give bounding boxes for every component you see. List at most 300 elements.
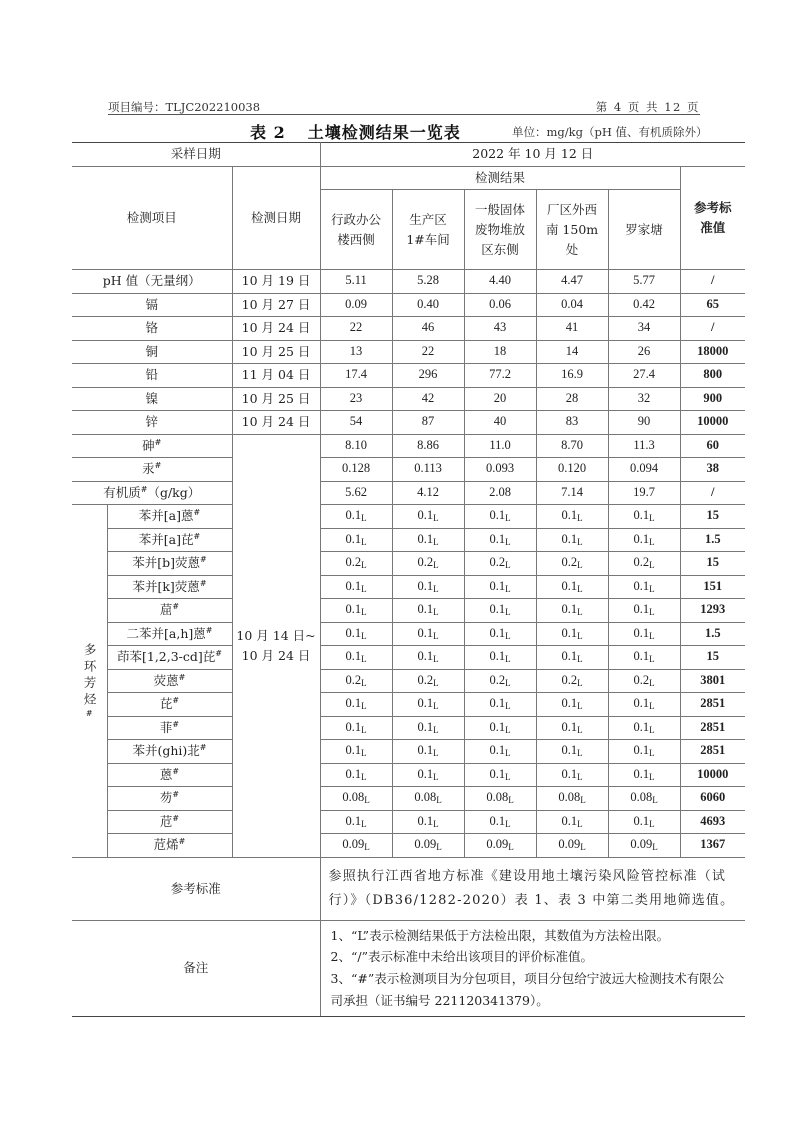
result-cell (608, 716, 680, 740)
page-indicator: 第 4 页 共 12 页 (595, 100, 700, 114)
result-cell (320, 387, 392, 411)
below-detection-mark: L (433, 701, 439, 712)
item-name: 苯并[k]荧蒽 (132, 578, 200, 594)
below-detection-mark: L (505, 748, 511, 759)
result-value: 0.06 (489, 296, 511, 311)
result-value: 27.4 (633, 367, 655, 382)
result-cell (608, 340, 680, 364)
item-name: 镉 (145, 296, 158, 312)
table-row-pah (72, 693, 745, 717)
subcontract-mark: # (154, 437, 162, 447)
result-cell (608, 669, 680, 693)
below-detection-mark: L (649, 583, 655, 594)
below-detection-mark: L (433, 677, 439, 688)
merged-date-line: 10 月 14 日~ (236, 627, 316, 643)
below-detection-mark: L (649, 630, 655, 641)
standard-value: 2851 (680, 693, 745, 717)
result-cell (536, 646, 608, 670)
below-detection-mark: L (433, 560, 439, 571)
table-row-pah (72, 740, 745, 764)
merged-test-date (232, 434, 320, 857)
result-value: 0.09 (630, 837, 653, 852)
table-row (72, 364, 745, 388)
result-value: 0.1 (561, 719, 578, 734)
result-value: 41 (565, 320, 579, 335)
result-cell (536, 575, 608, 599)
result-cell (392, 599, 464, 623)
below-detection-mark: L (649, 560, 655, 571)
standard-value: 38 (680, 458, 745, 482)
below-detection-mark: L (505, 607, 511, 618)
result-cell (392, 622, 464, 646)
item-cell (72, 387, 232, 411)
result-cell (608, 787, 680, 811)
below-detection-mark: L (361, 560, 367, 571)
result-cell (608, 552, 680, 576)
below-detection-mark: L (577, 607, 583, 618)
result-value: 0.1 (345, 813, 362, 828)
below-detection-mark: L (577, 513, 583, 524)
standard-value: 15 (680, 646, 745, 670)
result-cell (536, 458, 608, 482)
result-value: 14 (565, 343, 579, 358)
result-value: 0.09 (342, 837, 365, 852)
item-cell (72, 270, 232, 294)
result-value: 0.1 (633, 719, 650, 734)
below-detection-mark: L (505, 560, 511, 571)
result-cell (464, 693, 536, 717)
below-detection-mark: L (505, 818, 511, 829)
item-cell (107, 646, 232, 670)
below-detection-mark: L (433, 724, 439, 735)
result-cell (320, 622, 392, 646)
result-value: 0.1 (345, 602, 362, 617)
result-cell (464, 364, 536, 388)
result-cell (392, 387, 464, 411)
result-cell (392, 481, 464, 505)
table-row-pah (72, 669, 745, 693)
below-detection-mark: L (649, 677, 655, 688)
result-cell (320, 481, 392, 505)
table-row (72, 434, 745, 458)
table-row-pah (72, 575, 745, 599)
result-cell (392, 716, 464, 740)
result-cell (320, 716, 392, 740)
below-detection-mark: L (577, 818, 583, 829)
below-detection-mark: L (505, 583, 511, 594)
subcontract-mark: # (215, 649, 222, 659)
result-cell (536, 740, 608, 764)
result-cell (464, 528, 536, 552)
result-cell (536, 693, 608, 717)
result-cell (536, 293, 608, 317)
result-cell (392, 575, 464, 599)
result-value: 0.1 (489, 719, 506, 734)
below-detection-mark: L (505, 513, 511, 524)
result-cell (392, 293, 464, 317)
result-cell (536, 599, 608, 623)
result-cell (392, 528, 464, 552)
standard-value: 15 (680, 505, 745, 529)
below-detection-mark: L (505, 701, 511, 712)
result-value: 0.094 (629, 461, 659, 476)
site-header: 生产区1#车间 (392, 190, 464, 270)
below-detection-mark: L (649, 513, 655, 524)
below-detection-mark: L (577, 560, 583, 571)
item-name: 菲 (159, 719, 173, 735)
result-value: 17.4 (345, 367, 367, 382)
test-date: 10 月 19 日 (232, 270, 320, 294)
result-cell (392, 505, 464, 529)
result-cell (464, 434, 536, 458)
sampling-date-value: 2022 年 10 月 12 日 (320, 143, 745, 167)
below-detection-mark: L (577, 630, 583, 641)
result-cell (320, 552, 392, 576)
result-value: 0.1 (345, 578, 362, 593)
below-detection-mark: L (361, 701, 367, 712)
result-value: 20 (493, 390, 507, 405)
table-row-pah (72, 716, 745, 740)
result-value: 0.1 (633, 743, 650, 758)
result-value: 0.1 (417, 766, 434, 781)
result-cell (536, 834, 608, 858)
item-name: 铬 (145, 320, 158, 336)
result-cell (608, 481, 680, 505)
result-value: 4.12 (417, 484, 439, 499)
result-cell (608, 740, 680, 764)
result-value: 90 (637, 414, 651, 429)
result-value: 0.1 (489, 813, 506, 828)
below-detection-mark: L (649, 607, 655, 618)
result-cell (608, 575, 680, 599)
result-value: 0.1 (417, 625, 434, 640)
result-cell (320, 834, 392, 858)
result-value: 0.1 (345, 531, 362, 546)
reference-row (72, 857, 745, 920)
table-row-pah (72, 528, 745, 552)
below-detection-mark: L (649, 536, 655, 547)
result-value: 8.86 (417, 437, 439, 452)
below-detection-mark: L (433, 583, 439, 594)
result-cell (464, 646, 536, 670)
result-cell (320, 364, 392, 388)
subcontract-mark: # (178, 837, 186, 847)
project-number: 项目编号：TLJC202210038 (108, 100, 261, 114)
below-detection-mark: L (508, 842, 514, 853)
below-detection-mark: L (577, 536, 583, 547)
result-value: 0.2 (345, 555, 362, 570)
below-detection-mark: L (577, 771, 583, 782)
result-cell (392, 834, 464, 858)
result-value: 22 (349, 320, 363, 335)
below-detection-mark: L (433, 536, 439, 547)
result-value: 0.42 (633, 296, 655, 311)
result-cell (464, 716, 536, 740)
result-cell (536, 552, 608, 576)
table-row-pah (72, 834, 745, 858)
result-value: 0.1 (417, 696, 434, 711)
result-cell (392, 787, 464, 811)
item-cell (107, 716, 232, 740)
result-cell (536, 340, 608, 364)
result-value: 2.08 (489, 484, 511, 499)
result-value: 0.2 (633, 672, 650, 687)
result-cell (320, 270, 392, 294)
result-value: 77.2 (489, 367, 511, 382)
below-detection-mark: L (433, 818, 439, 829)
result-value: 0.1 (633, 649, 650, 664)
below-detection-mark: L (505, 771, 511, 782)
result-value: 0.1 (345, 625, 362, 640)
result-cell (536, 763, 608, 787)
result-cell (392, 317, 464, 341)
table-row-pah (72, 505, 745, 529)
table-row (72, 387, 745, 411)
result-cell (536, 387, 608, 411)
below-detection-mark: L (433, 630, 439, 641)
site-header: 厂区外西南 150m 处 (536, 190, 608, 270)
standard-value: 2851 (680, 716, 745, 740)
result-value: 0.1 (345, 696, 362, 711)
result-cell (536, 411, 608, 435)
result-value: 4.47 (561, 273, 583, 288)
result-cell (320, 740, 392, 764)
result-value: 0.1 (561, 531, 578, 546)
result-cell (608, 693, 680, 717)
item-name: 铅 (145, 367, 158, 383)
item-cell (72, 340, 232, 364)
below-detection-mark: L (505, 677, 511, 688)
result-value: 11.0 (489, 437, 511, 452)
result-value: 0.1 (345, 508, 362, 523)
table-row (72, 270, 745, 294)
below-detection-mark: L (505, 536, 511, 547)
result-cell (608, 411, 680, 435)
result-value: 0.1 (561, 649, 578, 664)
result-cell (392, 646, 464, 670)
merged-date-line: 10 月 24 日 (241, 647, 311, 663)
below-detection-mark: L (361, 513, 367, 524)
below-detection-mark: L (364, 795, 370, 806)
sampling-date-label: 采样日期 (72, 143, 320, 167)
subcontract-mark: # (199, 743, 207, 753)
table-row (72, 293, 745, 317)
result-value: 87 (421, 414, 435, 429)
result-cell (464, 317, 536, 341)
table-row (72, 317, 745, 341)
result-value: 40 (493, 414, 507, 429)
result-cell (320, 693, 392, 717)
result-value: 0.1 (633, 602, 650, 617)
item-cell (72, 481, 232, 505)
table-row-pah (72, 763, 745, 787)
result-value: 19.7 (633, 484, 655, 499)
below-detection-mark: L (433, 513, 439, 524)
result-value: 0.04 (561, 296, 583, 311)
table-row-pah (72, 622, 745, 646)
subcontract-mark: # (172, 813, 180, 823)
item-cell (107, 575, 232, 599)
remark-item: 3、“#”表示检测项目为分包项目，项目分包给宁波远大检测技术有限公司承担（证书编号 221120341379）。 (330, 971, 725, 1009)
result-value: 34 (637, 320, 651, 335)
result-cell (608, 434, 680, 458)
remark-item: 1、“L”表示检测结果低于方法检出限，其数值为方法检出限。 (330, 927, 670, 943)
item-name: 苯并[a]蒽 (138, 508, 194, 524)
result-value: 42 (421, 390, 435, 405)
below-detection-mark: L (361, 654, 367, 665)
subcontract-mark: # (205, 625, 213, 635)
result-value: 0.08 (630, 790, 653, 805)
result-value: 0.1 (489, 696, 506, 711)
result-cell (608, 458, 680, 482)
item-cell (107, 505, 232, 529)
result-cell (392, 810, 464, 834)
standard-value: 65 (680, 293, 745, 317)
result-value: 5.62 (345, 484, 367, 499)
item-name: 苯并[b]荧蒽 (132, 555, 201, 571)
result-value: 0.1 (489, 649, 506, 664)
table-row-pah (72, 787, 745, 811)
site-header: 一般固体废物堆放区东侧 (464, 190, 536, 270)
result-value: 5.77 (633, 273, 655, 288)
result-value: 46 (421, 320, 435, 335)
result-value: 0.40 (417, 296, 439, 311)
subcontract-mark: # (193, 531, 201, 541)
sampling-date-row (72, 143, 745, 167)
remarks-content (320, 920, 745, 1017)
result-value: 4.40 (489, 273, 511, 288)
remarks-label: 备注 (72, 920, 320, 1017)
result-value: 13 (349, 343, 363, 358)
remark-item: 2、“/”表示标准中未给出该项目的评价标准值。 (330, 949, 593, 965)
result-value: 0.1 (633, 508, 650, 523)
below-detection-mark: L (433, 748, 439, 759)
result-cell (608, 505, 680, 529)
standard-value: 900 (680, 387, 745, 411)
result-value: 0.1 (633, 625, 650, 640)
below-detection-mark: L (436, 795, 442, 806)
result-value: 0.1 (417, 649, 434, 664)
item-name: 有机质 (103, 484, 141, 500)
result-cell (608, 387, 680, 411)
result-cell (608, 763, 680, 787)
result-value: 22 (421, 343, 435, 358)
below-detection-mark: L (361, 818, 367, 829)
item-name: 芴 (159, 790, 173, 806)
col-header-date: 检测日期 (232, 166, 320, 270)
result-value: 54 (349, 414, 363, 429)
below-detection-mark: L (652, 795, 658, 806)
standard-value: 60 (680, 434, 745, 458)
test-date: 10 月 27 日 (232, 293, 320, 317)
standard-value: 18000 (680, 340, 745, 364)
below-detection-mark: L (361, 607, 367, 618)
result-value: 0.113 (414, 461, 442, 476)
result-cell (536, 528, 608, 552)
standard-value: 151 (680, 575, 745, 599)
result-value: 0.1 (345, 766, 362, 781)
result-cell (536, 810, 608, 834)
result-cell (320, 646, 392, 670)
standard-value: 4693 (680, 810, 745, 834)
item-name: 二苯并[a,h]蒽 (126, 625, 206, 641)
standard-value: 800 (680, 364, 745, 388)
result-value: 0.1 (633, 696, 650, 711)
result-value: 0.1 (561, 602, 578, 617)
pah-group-label (72, 505, 107, 858)
result-cell (464, 599, 536, 623)
result-cell (464, 411, 536, 435)
below-detection-mark: L (361, 677, 367, 688)
result-cell (320, 599, 392, 623)
result-value: 0.1 (417, 531, 434, 546)
col-header-standard: 参考标准值 (680, 166, 745, 270)
item-name: 荧蒽 (153, 672, 179, 688)
result-cell (320, 317, 392, 341)
item-name: 苯并(ghi)苝 (132, 743, 200, 759)
subcontract-mark: # (172, 696, 180, 706)
result-cell (392, 270, 464, 294)
result-value: 0.1 (417, 813, 434, 828)
result-value: 0.120 (557, 461, 587, 476)
result-cell (392, 364, 464, 388)
result-value: 0.2 (489, 555, 506, 570)
result-value: 83 (565, 414, 579, 429)
result-cell (464, 270, 536, 294)
result-cell (320, 787, 392, 811)
below-detection-mark: L (361, 724, 367, 735)
below-detection-mark: L (433, 654, 439, 665)
result-cell (392, 411, 464, 435)
result-value: 0.1 (489, 625, 506, 640)
below-detection-mark: L (508, 795, 514, 806)
result-cell (320, 293, 392, 317)
result-value: 0.1 (489, 602, 506, 617)
result-value: 0.1 (489, 766, 506, 781)
result-cell (464, 575, 536, 599)
result-cell (608, 293, 680, 317)
below-detection-mark: L (361, 771, 367, 782)
result-value: 0.1 (489, 578, 506, 593)
item-name: 铜 (145, 343, 158, 359)
standard-value: 2851 (680, 740, 745, 764)
subcontract-mark: # (172, 790, 180, 800)
item-cell (107, 740, 232, 764)
result-cell (608, 317, 680, 341)
item-cell (107, 622, 232, 646)
result-cell (536, 669, 608, 693)
below-detection-mark: L (577, 701, 583, 712)
result-cell (536, 716, 608, 740)
result-cell (536, 434, 608, 458)
below-detection-mark: L (361, 583, 367, 594)
table-row (72, 481, 745, 505)
item-cell (72, 458, 232, 482)
result-value: 0.08 (558, 790, 581, 805)
item-cell (107, 834, 232, 858)
test-date: 10 月 25 日 (232, 340, 320, 364)
below-detection-mark: L (577, 748, 583, 759)
subcontract-mark: # (172, 719, 180, 729)
table-row (72, 340, 745, 364)
result-cell (320, 434, 392, 458)
below-detection-mark: L (577, 654, 583, 665)
item-cell (72, 364, 232, 388)
result-cell (464, 458, 536, 482)
below-detection-mark: L (649, 654, 655, 665)
result-value: 0.1 (561, 508, 578, 523)
result-cell (464, 810, 536, 834)
